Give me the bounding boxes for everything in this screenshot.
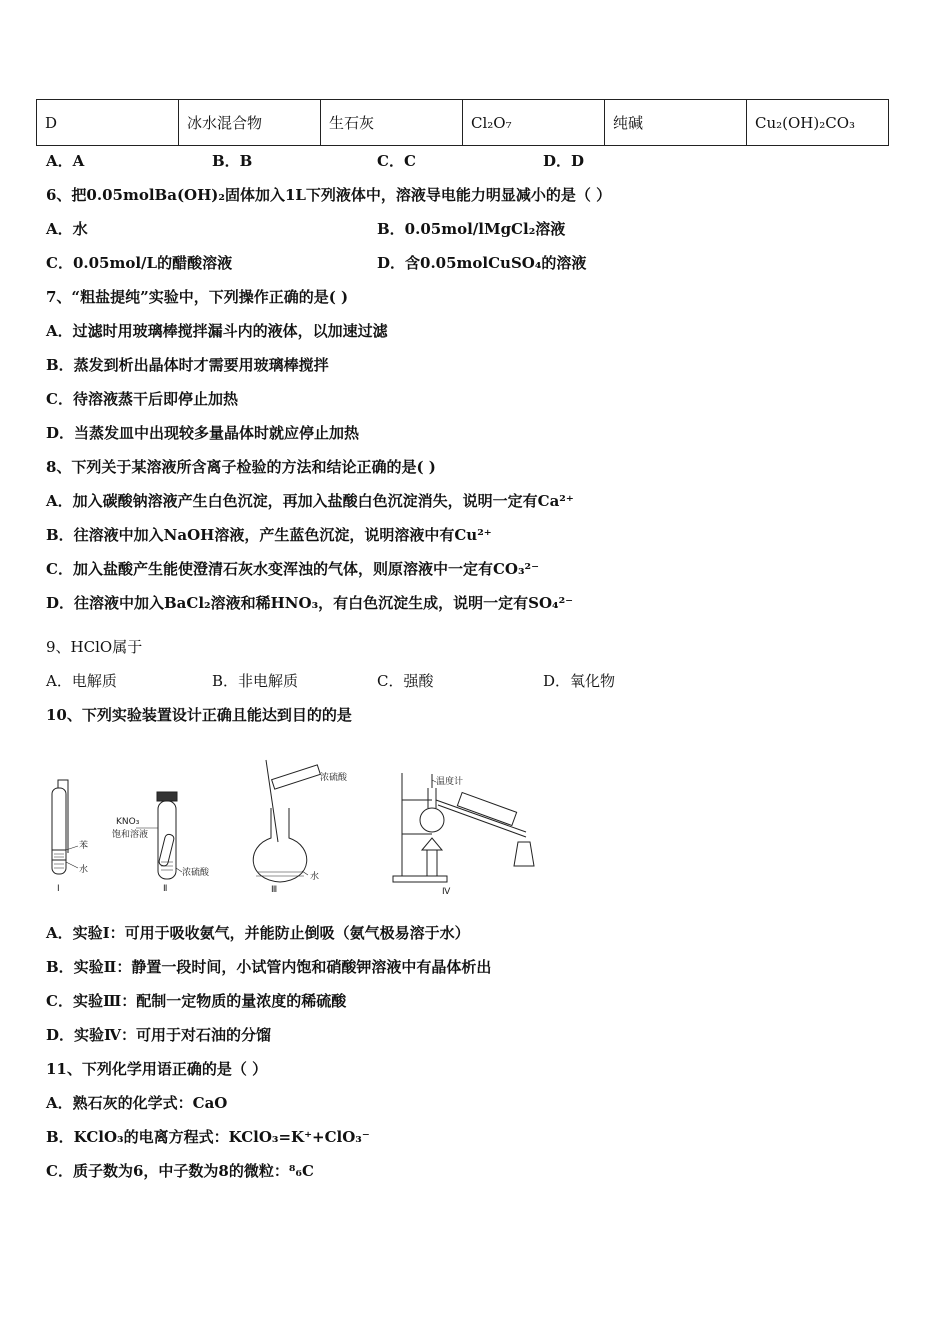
q10-option-d: D．实验Ⅳ：可用于对石油的分馏 <box>46 1026 272 1044</box>
q8-option-a: A．加入碳酸钠溶液产生白色沉淀，再加入盐酸白色沉淀消失，说明一定有Ca²⁺ <box>46 492 574 510</box>
q9-option-d: D．氧化物 <box>543 672 616 690</box>
q6-stem: 6、把0.05molBa(OH)₂固体加入1L下列液体中，溶液导电能力明显减小的是（ ） <box>46 186 612 204</box>
q5-option-b: B．B <box>212 152 253 170</box>
q7-option-d: D．当蒸发皿中出现较多量晶体时就应停止加热 <box>46 424 360 442</box>
apparatus-ii <box>112 792 210 894</box>
q8-option-b: B．往溶液中加入NaOH溶液，产生蓝色沉淀，说明溶液中有Cu²⁺ <box>46 526 492 544</box>
label-saturated: 饱和溶液 <box>112 830 149 840</box>
label-conc-acid: 浓硫酸 <box>182 868 210 878</box>
q8-option-d: D．往溶液中加入BaCl₂溶液和稀HNO₃，有白色沉淀生成，说明一定有SO₄²⁻ <box>46 594 574 612</box>
table-cell: Cu₂(OH)₂CO₃ <box>747 100 889 146</box>
q5-option-c: C．C <box>377 152 416 170</box>
q9-stem: 9、HClO属于 <box>46 638 143 656</box>
q10-option-a: A．实验Ⅰ：可用于吸收氨气，并能防止倒吸（氨气极易溶于水） <box>46 924 470 942</box>
apparatus-iv <box>393 773 534 897</box>
q6-option-d: D．含0.05molCuSO₄的溶液 <box>377 254 587 272</box>
label-num-ii: Ⅱ <box>163 884 168 894</box>
q7-option-a: A．过滤时用玻璃棒搅拌漏斗内的液体，以加速过滤 <box>46 322 388 340</box>
q5-option-d: D．D <box>543 152 585 170</box>
q10-option-b: B．实验Ⅱ：静置一段时间，小试管内饱和硝酸钾溶液中有晶体析出 <box>46 958 492 976</box>
q11-option-b: B．KClO₃的电离方程式：KClO₃=K⁺+ClO₃⁻ <box>46 1128 370 1146</box>
apparatus-i <box>52 780 88 894</box>
q8-stem: 8、下列关于某溶液所含离子检验的方法和结论正确的是( ) <box>46 458 436 476</box>
label-num-iv: Ⅳ <box>442 887 451 897</box>
table-cell: D <box>37 100 179 146</box>
table-cell: 冰水混合物 <box>179 100 321 146</box>
q9-option-c: C．强酸 <box>377 672 434 690</box>
label-kno3: KNO₃ <box>116 817 140 827</box>
q10-stem: 10、下列实验装置设计正确且能达到目的的是 <box>46 706 352 724</box>
apparatus-iii <box>253 760 348 895</box>
label-num-iii: Ⅲ <box>271 885 278 895</box>
label-conc-acid-2: 浓硫酸 <box>320 773 348 783</box>
q7-option-c: C．待溶液蒸干后即停止加热 <box>46 390 238 408</box>
table-cell: 纯碱 <box>605 100 747 146</box>
label-num-i: Ⅰ <box>57 884 60 894</box>
table-cell: Cl₂O₇ <box>463 100 605 146</box>
table-row <box>37 100 889 146</box>
q7-stem: 7、“粗盐提纯”实验中，下列操作正确的是( ) <box>46 288 349 306</box>
q6-option-a: A．水 <box>46 220 88 238</box>
q9-option-a: A．电解质 <box>46 672 117 690</box>
q11-stem: 11、下列化学用语正确的是（ ） <box>46 1060 268 1078</box>
label-thermometer: 温度计 <box>436 777 464 787</box>
label-benzene: 苯 <box>79 841 89 851</box>
q6-option-b: B．0.05mol/lMgCl₂溶液 <box>377 220 566 238</box>
q7-option-b: B．蒸发到析出晶体时才需要用玻璃棒搅拌 <box>46 356 329 374</box>
q10-option-c: C．实验Ⅲ：配制一定物质的量浓度的稀硫酸 <box>46 992 347 1010</box>
q11-option-c: C．质子数为6，中子数为8的微粒：⁸₆C <box>46 1162 314 1180</box>
label-water: 水 <box>79 865 89 875</box>
answer-table <box>36 99 889 146</box>
q6-option-c: C．0.05mol/L的醋酸溶液 <box>46 254 233 272</box>
q8-option-c: C．加入盐酸产生能使澄清石灰水变浑浊的气体，则原溶液中一定有CO₃²⁻ <box>46 560 540 578</box>
apparatus-figure <box>40 758 550 900</box>
q9-option-b: B．非电解质 <box>212 672 299 690</box>
q11-option-a: A．熟石灰的化学式：CaO <box>46 1094 228 1112</box>
label-water-2: 水 <box>310 872 320 882</box>
table-cell: 生石灰 <box>321 100 463 146</box>
q5-option-a: A．A <box>46 152 85 170</box>
